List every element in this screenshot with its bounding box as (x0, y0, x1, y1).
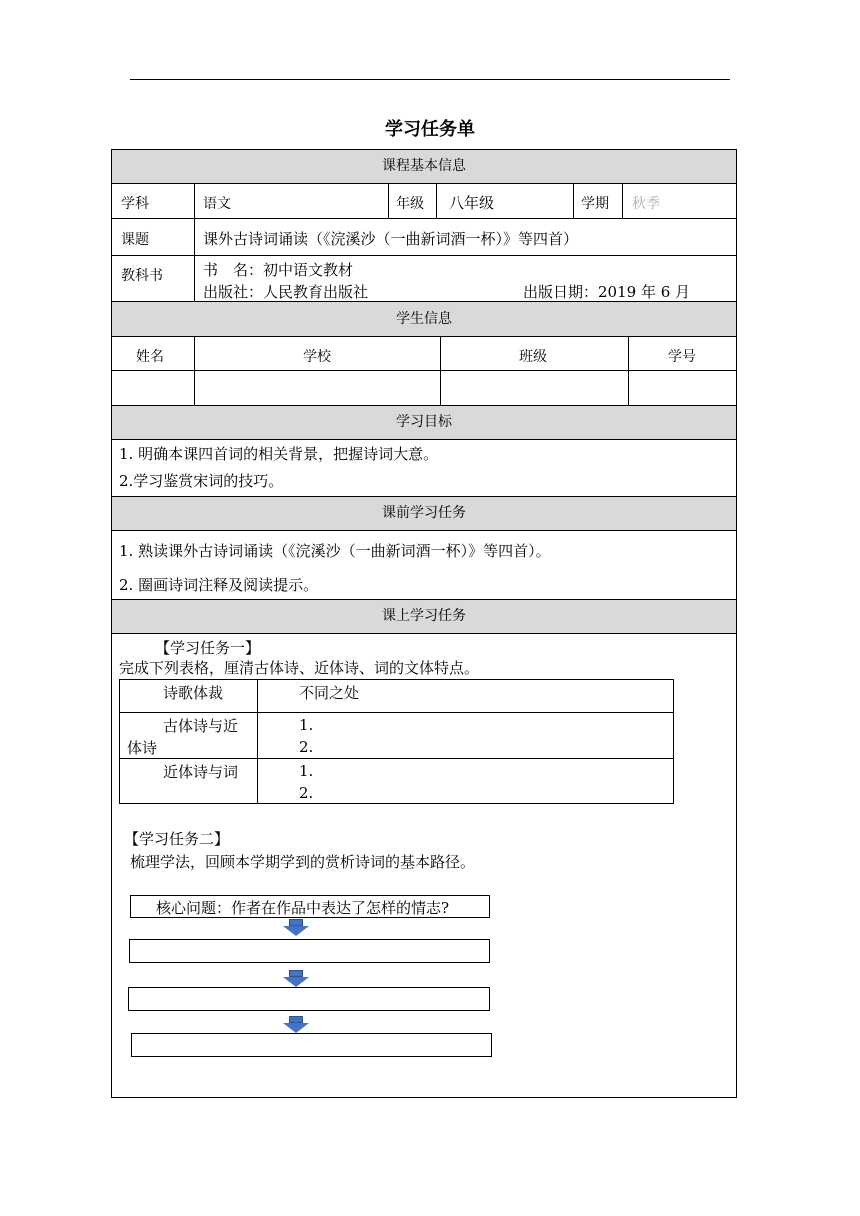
section-pre-tasks (111, 496, 737, 531)
book-name: 书 名：初中语文教材 (203, 261, 354, 279)
task1-title: 【学习任务一】 (155, 639, 261, 657)
down-arrow-icon (283, 1016, 309, 1034)
section-heading: 课前学习任务 (382, 505, 466, 521)
col-divider (436, 184, 437, 218)
section-heading: 课上学习任务 (382, 608, 466, 624)
section-heading: 学习目标 (396, 414, 452, 430)
table-header-difference: 不同之处 (299, 684, 360, 702)
publisher: 出版社：人民教育出版社 (203, 283, 369, 301)
flow-step-2[interactable] (129, 939, 490, 963)
section-heading: 课程基本信息 (382, 158, 466, 174)
flow-step-1-text: 核心问题：作者在作品中表达了怎样的情志? (156, 899, 450, 917)
section-course-info (111, 149, 737, 184)
col-divider (388, 184, 389, 218)
row2-item: 2. (299, 784, 314, 802)
table-row-divider (119, 758, 674, 759)
flow-step-1 (130, 895, 490, 918)
task2-description: 梳理学法，回顾本学期学到的赏析诗词的基本路径。 (130, 853, 476, 871)
term-label: 学期 (581, 196, 609, 212)
topic-value: 课外古诗词诵读（《浣溪沙（一曲新词酒一杯）》等四首） (203, 230, 579, 248)
flow-step-3[interactable] (128, 987, 490, 1011)
section-goals (111, 405, 737, 440)
col-divider (440, 337, 441, 405)
task2-title: 【学习任务二】 (124, 830, 230, 848)
row1-item: 2. (299, 738, 314, 756)
row-divider (111, 255, 737, 256)
row-divider (111, 370, 737, 371)
term-value: 秋季 (632, 196, 660, 212)
row1-label: 古体诗与近 (163, 717, 239, 735)
table-col-divider (257, 679, 258, 804)
col-divider (628, 337, 629, 405)
flow-step-4[interactable] (131, 1033, 492, 1057)
student-col-id: 学号 (668, 349, 696, 365)
student-col-name: 姓名 (136, 349, 164, 365)
section-heading: 学生信息 (396, 311, 452, 327)
pre-task-item: 1. 熟读课外古诗词诵读（《浣溪沙（一曲新词酒一杯）》等四首）。 (119, 542, 551, 560)
section-student-info (111, 301, 737, 337)
row-divider (111, 218, 737, 219)
row1-label-cont: 体诗 (127, 739, 158, 757)
textbook-label: 教科书 (121, 268, 163, 284)
row2-item: 1. (299, 762, 314, 780)
table-row-divider (119, 712, 674, 713)
down-arrow-icon (283, 970, 309, 988)
down-arrow-icon (283, 919, 309, 937)
row2-label: 近体诗与词 (163, 763, 239, 781)
col-divider (194, 184, 195, 301)
task1-description: 完成下列表格，厘清古体诗、近体诗、词的文体特点。 (119, 659, 480, 677)
goal-item: 2.学习鉴赏宋词的技巧。 (119, 472, 284, 490)
col-divider (573, 184, 574, 218)
topic-label: 课题 (121, 232, 149, 248)
publish-date: 出版日期：2019 年 6 月 (523, 283, 691, 301)
pre-task-item: 2. 圈画诗词注释及阅读提示。 (119, 576, 319, 594)
header-rule (130, 79, 730, 80)
subject-value: 语文 (203, 196, 231, 212)
row1-item: 1. (299, 716, 314, 734)
student-col-class: 班级 (519, 349, 547, 365)
subject-label: 学科 (121, 196, 149, 212)
page-title: 学习任务单 (385, 119, 475, 140)
col-divider (194, 337, 195, 405)
section-class-tasks (111, 599, 737, 634)
table-header-genre: 诗歌体裁 (163, 684, 224, 702)
goal-item: 1. 明确本课四首词的相关背景，把握诗词大意。 (119, 445, 439, 463)
col-divider (622, 184, 623, 218)
grade-value: 八年级 (449, 194, 495, 212)
student-col-school: 学校 (303, 349, 331, 365)
grade-label: 年级 (396, 196, 424, 212)
